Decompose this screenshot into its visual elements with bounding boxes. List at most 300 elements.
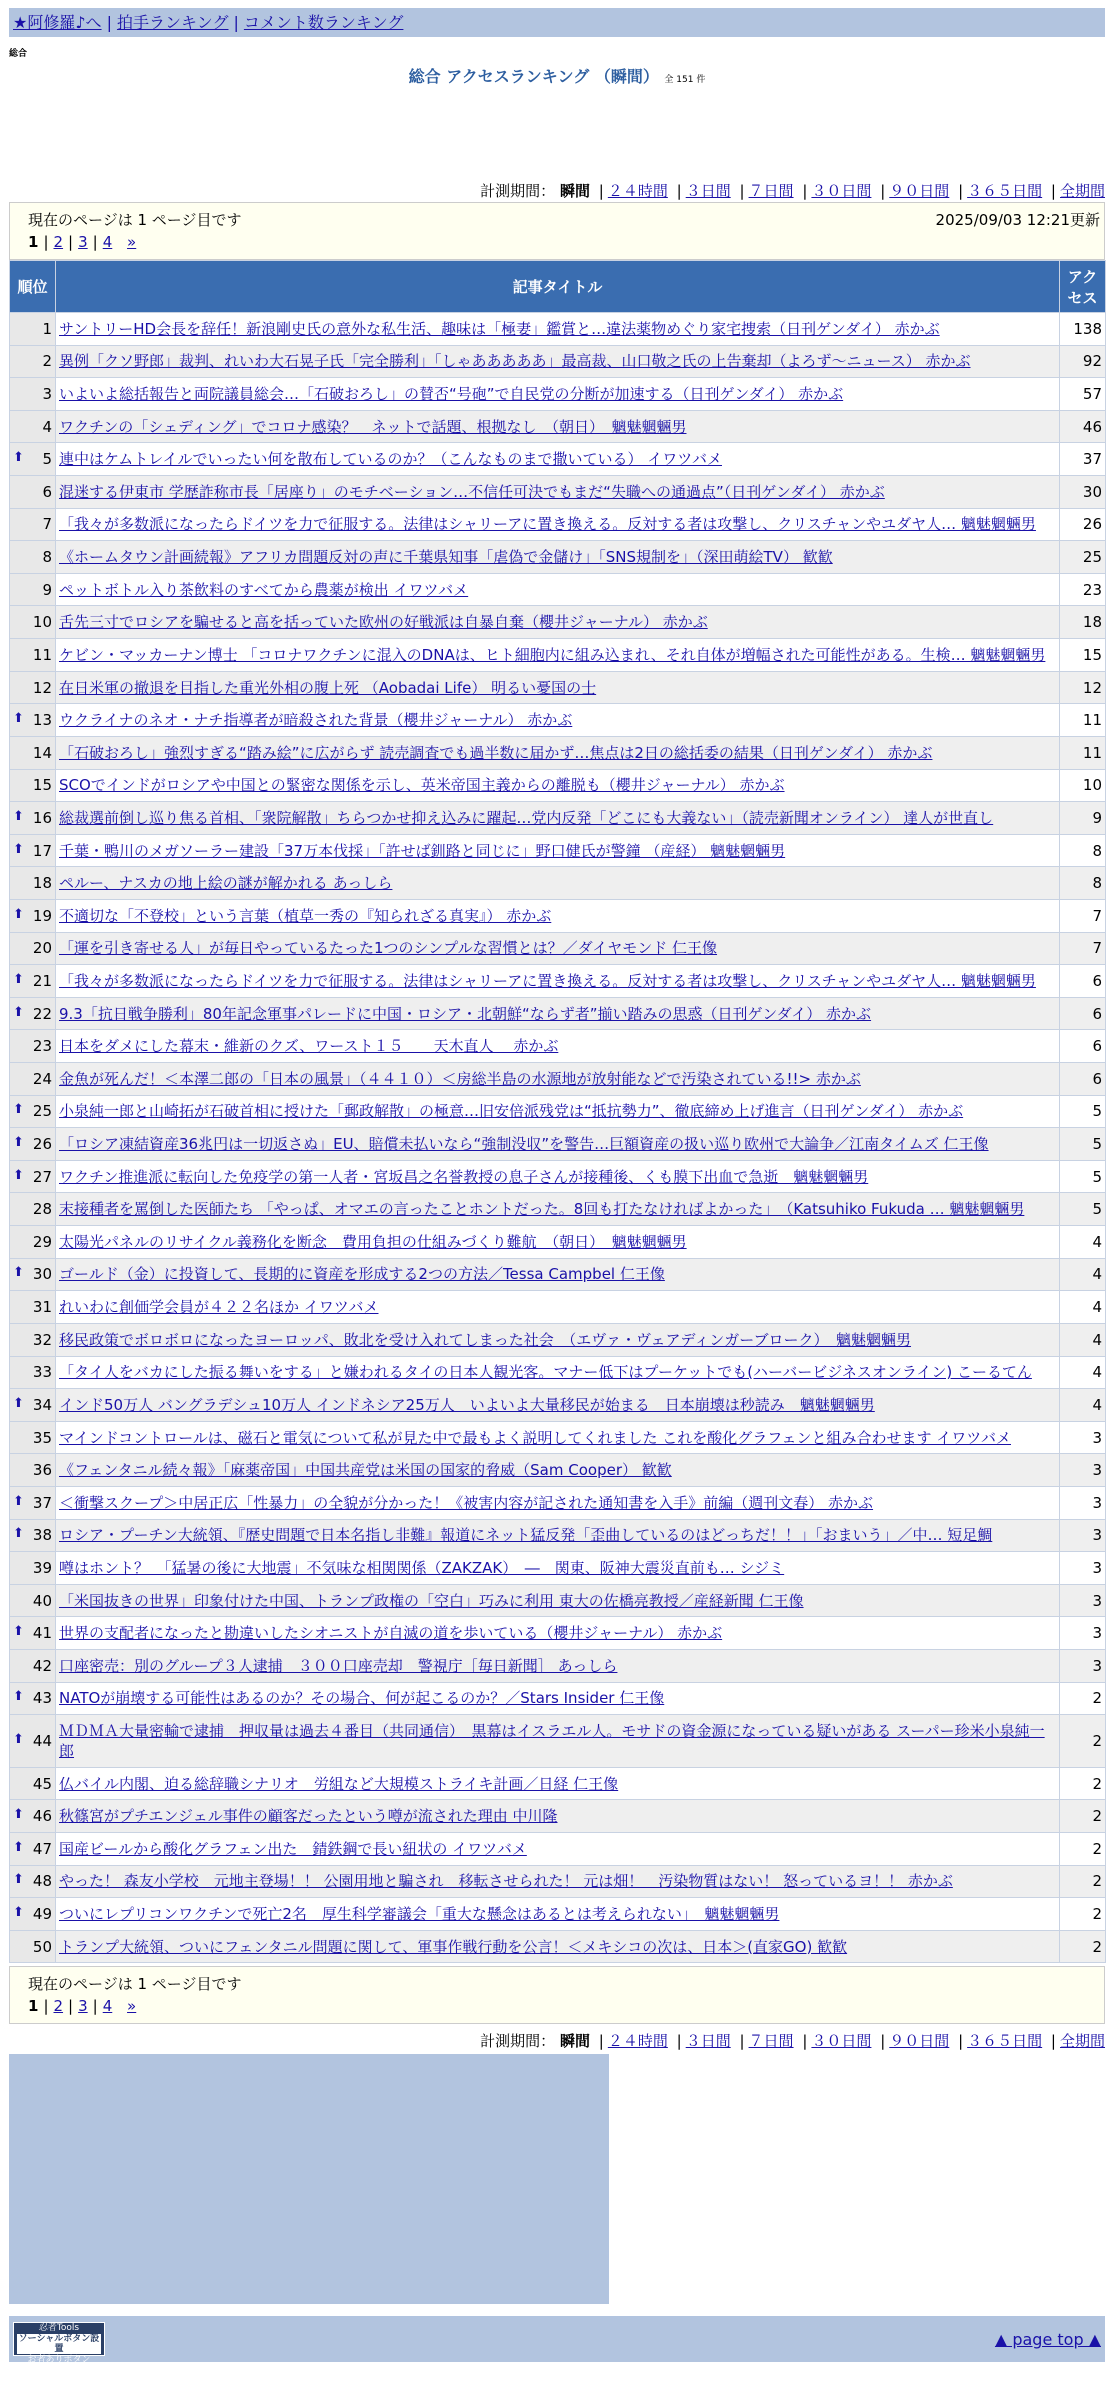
- article-link[interactable]: 混迷する伊東市 学歴詐称市長「居座り」のモチベーション…不信任可決でもまだ“失職への通過点”（日刊ゲンダイ） 赤かぶ: [59, 482, 885, 501]
- access-count: 8: [1060, 867, 1106, 900]
- rank-up-arrow-icon: ⬆: [13, 1004, 24, 1020]
- period-link-24h[interactable]: ２４時間: [607, 2032, 668, 2050]
- article-link[interactable]: 舌先三寸でロシアを騙せると高を括っていた欧州の好戦派は自暴自棄（櫻井ジャーナル） 赤かぶ: [59, 613, 708, 632]
- ninja-social-label: ソーシャルボタン設置: [18, 2334, 100, 2354]
- page-info-top: [9, 202, 1105, 260]
- title-cell: [56, 867, 1060, 900]
- rank-number: 31: [32, 1298, 52, 1317]
- rank-cell: [10, 1356, 56, 1389]
- access-count: 4: [1060, 1258, 1106, 1291]
- rank-number: 20: [32, 939, 52, 958]
- access-count: 2: [1060, 1898, 1106, 1931]
- article-link[interactable]: 異例「クソ野郎」裁判、れいわ大石晃子氏「完全勝利」「しゃあああああ」最高裁、山口敬之氏の上告棄却（よろず〜ニュース） 赤かぶ: [59, 352, 971, 371]
- article-link[interactable]: ＭＤＭＡ大量密輸で逮捕 押収量は過去４番目（共同通信） 黒幕はイスラエル人。モサドの資金源になっている疑いがある スーパー珍米小泉純一郎: [59, 1722, 1045, 1760]
- access-count: 3: [1060, 1421, 1106, 1454]
- rank-up-arrow-icon: ⬆: [13, 1167, 24, 1183]
- article-link[interactable]: 《ホームタウン計画続報》アフリカ問題反対の声に千葉県知事「虐偽で金儲け」「SNS規制を」（深田萌絵TV） 歓歓: [59, 548, 833, 567]
- access-count: 6: [1060, 1030, 1106, 1063]
- article-link[interactable]: 千葉・鴨川のメガソーラー建設「37万本伐採」「許せば釧路と同じに」野口健氏が警鐘 （産経） 魑魅魍魎男: [59, 841, 786, 860]
- rank-cell: [10, 769, 56, 802]
- title-cell: [56, 1898, 1060, 1931]
- period-link-90d[interactable]: ９０日間: [889, 2032, 950, 2050]
- rank-cell: [10, 834, 56, 867]
- page-top-link[interactable]: ▲ page top ▲: [994, 2330, 1101, 2349]
- rank-up-arrow-icon: ⬆: [13, 1732, 24, 1747]
- article-link[interactable]: ペルー、ナスカの地上絵の謎が解かれる あっしら: [59, 874, 393, 893]
- rank-number: 41: [32, 1624, 52, 1643]
- table-row: [10, 1323, 1106, 1356]
- page-link-next[interactable]: »: [127, 1997, 137, 2015]
- title-cell: [56, 1389, 1060, 1422]
- access-count: 138: [1060, 313, 1106, 346]
- table-row: [10, 965, 1106, 998]
- rank-number: 50: [32, 1937, 52, 1956]
- access-count: 3: [1060, 1552, 1106, 1585]
- article-link[interactable]: 在日米軍の撤退を目指した重光外相の腹上死 （Aobadai Life） 明るい憂国の士: [59, 678, 597, 697]
- table-row: [10, 1454, 1106, 1487]
- rank-number: 14: [32, 743, 52, 762]
- article-link[interactable]: 総裁選前倒し巡り焦る首相、「衆院解散」ちらつかせ抑え込みに躍起…党内反発「どこにも大義ない」（読売新聞オンライン） 達人が世直し: [59, 808, 994, 827]
- table-row: [10, 1063, 1106, 1096]
- category-label: 総合: [9, 49, 28, 59]
- rank-cell: [10, 867, 56, 900]
- access-count: 8: [1060, 834, 1106, 867]
- rank-number: 25: [32, 1102, 52, 1121]
- title-cell: [56, 1649, 1060, 1682]
- access-count: 92: [1060, 345, 1106, 378]
- article-link[interactable]: ペットボトル入り茶飲料のすべてから農薬が検出 イワツバメ: [59, 580, 469, 599]
- rank-cell: [10, 1617, 56, 1650]
- page-link-current: 1: [28, 233, 39, 251]
- page-link-current: 1: [28, 1997, 39, 2015]
- article-link[interactable]: 末接種者を罵倒した医師たち 「やっぱ、オマエの言ったことホントだった。8回も打たなければよかった」 （Katsuhiko Fukuda … 魑魅魍魎男: [59, 1200, 1025, 1219]
- title-cell: [56, 1617, 1060, 1650]
- article-link[interactable]: サントリーHD会長を辞任！新浪剛史氏の意外な私生活、趣味は「極妻」鑑賞と…違法薬物めぐり家宅捜索（日刊ゲンダイ） 赤かぶ: [59, 319, 940, 338]
- article-link[interactable]: 国産ビールから酸化グラフェン出た 錆鉄鋼で長い紐状の イワツバメ: [59, 1839, 527, 1858]
- title-cell: [56, 671, 1060, 704]
- title-cell: [56, 378, 1060, 411]
- rank-number: 44: [32, 1732, 52, 1750]
- article-link[interactable]: やった！ 森友小学校 元地主登場！！ 公園用地と騙され 移転させられた！ 元は畑！ 汚染物質はない！ 怒っているヨ！！ 赤かぶ: [59, 1872, 953, 1891]
- article-link[interactable]: インド50万人 バングラデシュ10万人 インドネシア25万人 いよいよ大量移民が始まる 日本崩壊は秒読み 魑魅魍魎男: [59, 1395, 875, 1414]
- article-link[interactable]: 移民政策でボロボロになったヨーロッパ、敗北を受け入れてしまった社会 （エヴァ・ヴェアディンガーブローク） 魑魅魍魎男: [59, 1330, 912, 1349]
- title-cell: [56, 443, 1060, 476]
- rank-number: 19: [32, 906, 52, 925]
- rank-cell: [10, 1715, 56, 1768]
- table-row: [10, 1389, 1106, 1422]
- table-row: [10, 1715, 1106, 1768]
- article-link[interactable]: トランプ大統領、ついにフェンタニル問題に関して、軍事作戦行動を公言！＜メキシコの次は、日本＞(直家GO) 歓歓: [59, 1937, 848, 1956]
- page-link-2[interactable]: 2: [53, 233, 64, 251]
- article-link[interactable]: 「我々が多数派になったらドイツを力で征服する。法律はシャリーアに置き換える。反対する者は攻撃し、クリスチャンやユダヤ人… 魑魅魍魎男: [59, 515, 1036, 534]
- current-page-text: 現在のページは 1 ページ目です: [28, 211, 242, 229]
- table-row: [10, 1421, 1106, 1454]
- title-cell: [56, 1258, 1060, 1291]
- table-row: [10, 899, 1106, 932]
- access-count: 11: [1060, 736, 1106, 769]
- ranking-table: [9, 260, 1106, 1963]
- rank-up-arrow-icon: ⬆: [13, 1102, 24, 1118]
- access-count: 3: [1060, 1584, 1106, 1617]
- title-cell: [56, 1800, 1060, 1833]
- table-row: [10, 1160, 1106, 1193]
- rank-up-arrow-icon: ⬆: [13, 1395, 24, 1411]
- page-link-4[interactable]: 4: [102, 233, 113, 251]
- title-cell: [56, 508, 1060, 541]
- table-row: [10, 769, 1106, 802]
- table-row: [10, 410, 1106, 443]
- access-count: 15: [1060, 639, 1106, 672]
- rank-up-arrow-icon: ⬆: [13, 1624, 24, 1640]
- rank-number: 32: [32, 1330, 52, 1349]
- rank-number: 15: [32, 776, 52, 795]
- article-link[interactable]: ケビン・マッカーナン博士 「コロナワクチンに混入のDNAは、ヒト細胞内に組み込まれ、それ自体が増幅された可能性がある。生検… 魑魅魍魎男: [59, 645, 1046, 664]
- rank-number: 6: [42, 482, 52, 501]
- link-comment-ranking[interactable]: コメント数ランキング: [243, 13, 404, 32]
- article-link[interactable]: 日本をダメにした幕末・維新のクズ、ワースト１５ 天木直人 赤かぶ: [59, 1037, 559, 1056]
- rank-cell: [10, 1584, 56, 1617]
- table-row: [10, 443, 1106, 476]
- rank-cell: [10, 671, 56, 704]
- period-current: 瞬間: [559, 2032, 590, 2050]
- article-link[interactable]: ついにレプリコンワクチンで死亡2名 厚生科学審議会「重大な懸念はあるとは考えられない」 魑魅魍魎男: [59, 1905, 780, 1924]
- access-count: 5: [1060, 1128, 1106, 1161]
- period-current: 瞬間: [559, 182, 590, 200]
- access-count: 3: [1060, 1454, 1106, 1487]
- rank-cell: [10, 1421, 56, 1454]
- period-link-all[interactable]: 全期間: [1059, 2032, 1105, 2050]
- access-count: 57: [1060, 378, 1106, 411]
- table-row: [10, 1030, 1106, 1063]
- article-link[interactable]: 世界の支配者になったと勘違いしたシオニストが自滅の道を歩いている（櫻井ジャーナル） 赤かぶ: [59, 1624, 723, 1643]
- rank-cell: [10, 736, 56, 769]
- title-cell: [56, 573, 1060, 606]
- access-count: 11: [1060, 704, 1106, 737]
- rank-cell: [10, 639, 56, 672]
- header-access: アクセス: [1060, 261, 1106, 313]
- article-link[interactable]: 太陽光パネルのリサイクル義務化を断念 費用負担の仕組みづくり難航 （朝日） 魑魅魍魎男: [59, 1232, 687, 1251]
- title-cell: [56, 1454, 1060, 1487]
- rank-cell: [10, 1767, 56, 1800]
- table-row: [10, 1291, 1106, 1324]
- article-link[interactable]: 「我々が多数派になったらドイツを力で征服する。法律はシャリーアに置き換える。反対する者は攻撃し、クリスチャンやユダヤ人… 魑魅魍魎男: [59, 971, 1036, 990]
- access-count: 2: [1060, 1767, 1106, 1800]
- ninja-tools-label: 忍者Tools: [38, 2323, 80, 2333]
- total-count: 全 151 件: [664, 75, 706, 85]
- rank-cell: [10, 541, 56, 574]
- rank-cell: [10, 1930, 56, 1963]
- rank-cell: [10, 345, 56, 378]
- title-cell: [56, 899, 1060, 932]
- rank-number: 22: [32, 1004, 52, 1023]
- table-row: [10, 1800, 1106, 1833]
- rank-cell: [10, 1323, 56, 1356]
- rank-cell: [10, 1552, 56, 1585]
- article-link[interactable]: 不適切な「不登校」という言葉（植草一秀の『知られざる真実』） 赤かぶ: [59, 906, 552, 925]
- page-link-3[interactable]: 3: [78, 233, 88, 251]
- rank-up-arrow-icon: ⬆: [13, 808, 24, 824]
- rank-number: 36: [32, 1461, 52, 1480]
- top-navigation: [9, 8, 1105, 37]
- article-link[interactable]: 金魚が死んだ！＜本澤二郎の「日本の風景」（４４１０）＜房総半島の水源地が放射能などで汚染されている!!> 赤かぶ: [59, 1069, 861, 1088]
- title-cell: [56, 997, 1060, 1030]
- article-link[interactable]: ワクチンの「シェディング」でコロナ感染？ ネットで話題、根拠なし （朝日） 魑魅魍魎男: [59, 417, 687, 436]
- pager-bottom: 1 | 2 | 3 | 4 »: [28, 1997, 137, 2015]
- link-asyura-home[interactable]: ★阿修羅♪へ: [13, 13, 102, 32]
- title-cell: [56, 736, 1060, 769]
- table-row: [10, 1226, 1106, 1259]
- rank-up-arrow-icon: ⬆: [13, 1839, 24, 1855]
- table-row: [10, 541, 1106, 574]
- table-row: [10, 1552, 1106, 1585]
- rank-cell: [10, 1063, 56, 1096]
- access-count: 4: [1060, 1356, 1106, 1389]
- period-link-30d[interactable]: ３０日間: [811, 2032, 872, 2050]
- article-link[interactable]: NATOが崩壊する可能性はあるのか？その場合、何が起こるのか？／Stars Insider 仁王像: [59, 1689, 665, 1708]
- rank-number: 49: [32, 1905, 52, 1924]
- rank-number: 40: [32, 1591, 52, 1610]
- rank-up-arrow-icon: ⬆: [13, 1135, 24, 1151]
- table-row: [10, 834, 1106, 867]
- rank-number: 21: [32, 971, 52, 990]
- rank-number: 46: [32, 1807, 52, 1826]
- period-link-365d[interactable]: ３６５日間: [967, 182, 1043, 200]
- page-link-next[interactable]: »: [127, 233, 137, 251]
- rank-number: 9: [42, 580, 52, 599]
- title-cell: [56, 541, 1060, 574]
- article-link[interactable]: ワクチン推進派に転向した免疫学の第一人者・宮坂昌之名誉教授の息子さんが接種後、くも膜下出血で急逝 魑魅魍魎男: [59, 1167, 869, 1186]
- period-link-7d[interactable]: ７日間: [748, 182, 794, 200]
- article-link[interactable]: ウクライナのネオ・ナチ指導者が暗殺された背景（櫻井ジャーナル） 赤かぶ: [59, 711, 573, 730]
- article-link[interactable]: ＜衝撃スクープ＞中居正広「性暴力」の全貌が分かった！《被害内容が記された通知書を入手》前編（週刊文春） 赤かぶ: [59, 1493, 874, 1512]
- article-link[interactable]: SCOでインドがロシアや中国との緊密な関係を示し、英米帝国主義からの離脱も（櫻井ジャーナル） 赤かぶ: [59, 776, 785, 795]
- title-cell: [56, 1063, 1060, 1096]
- rank-number: 5: [42, 450, 52, 469]
- rank-number: 12: [32, 678, 52, 697]
- access-count: 9: [1060, 802, 1106, 835]
- period-link-365d[interactable]: ３６５日間: [967, 2032, 1043, 2050]
- rank-number: 33: [32, 1363, 52, 1382]
- article-link[interactable]: いよいよ総括報告と両院議員総会…「石破おろし」の賛否“号砲”で自民党の分断が加速する（日刊ゲンダイ） 赤かぶ: [59, 385, 844, 404]
- rank-number: 48: [32, 1872, 52, 1891]
- title-cell: [56, 1356, 1060, 1389]
- rank-number: 16: [32, 808, 52, 827]
- ninja-sub-label: お者ありボタン: [27, 2355, 91, 2365]
- table-row: [10, 1833, 1106, 1866]
- title-cell: [56, 769, 1060, 802]
- period-selector-bottom: 計測期間： 瞬間 | ２４時間 | ３日間 | ７日間 | ３０日間 | ９０日間 | ３６５日間 | 全期間: [480, 2032, 1105, 2050]
- page-title-row: [9, 64, 1105, 87]
- table-row: [10, 573, 1106, 606]
- period-link-all[interactable]: 全期間: [1059, 182, 1105, 200]
- social-button-banner[interactable]: [13, 2322, 105, 2365]
- access-count: 3: [1060, 1649, 1106, 1682]
- title-cell: [56, 1865, 1060, 1898]
- page-link-3[interactable]: 3: [78, 1997, 88, 2015]
- rank-up-arrow-icon: ⬆: [13, 450, 24, 466]
- rank-cell: [10, 1833, 56, 1866]
- article-link[interactable]: 噂はホント？ 「猛暑の後に大地震」不気味な相関関係（ZAKZAK） ― 関東、阪神大震災直前も… シジミ: [59, 1558, 785, 1577]
- rank-cell: [10, 1865, 56, 1898]
- rank-number: 47: [32, 1839, 52, 1858]
- access-count: 4: [1060, 1226, 1106, 1259]
- article-link[interactable]: 連中はケムトレイルでいったい何を散布しているのか？（こんなものまで撒いている） イワツバメ: [59, 450, 722, 469]
- rank-cell: [10, 378, 56, 411]
- footer-bar: [9, 2316, 1105, 2365]
- rank-cell: [10, 606, 56, 639]
- rank-up-arrow-icon: ⬆: [13, 1526, 24, 1542]
- rank-number: 3: [42, 385, 52, 404]
- article-link[interactable]: 「米国抜きの世界」印象付けた中国、トランプ政権の「空白」巧みに利用 東大の佐橋亮教授／産経新聞 仁王像: [59, 1591, 804, 1610]
- link-applause-ranking[interactable]: 拍手ランキング: [116, 13, 229, 32]
- rank-up-arrow-icon: ⬆: [13, 841, 24, 857]
- access-count: 4: [1060, 1323, 1106, 1356]
- rank-cell: [10, 1291, 56, 1324]
- rank-up-arrow-icon: ⬆: [13, 1807, 24, 1823]
- access-count: 6: [1060, 965, 1106, 998]
- rank-cell: [10, 704, 56, 737]
- title-cell: [56, 1193, 1060, 1226]
- access-count: 4: [1060, 1291, 1106, 1324]
- access-count: 2: [1060, 1930, 1106, 1963]
- access-count: 30: [1060, 476, 1106, 509]
- header-title: 記事タイトル: [56, 261, 1060, 313]
- access-count: 46: [1060, 410, 1106, 443]
- title-cell: [56, 1584, 1060, 1617]
- rank-cell: [10, 1226, 56, 1259]
- title-cell: [56, 932, 1060, 965]
- table-row: [10, 1682, 1106, 1715]
- rank-cell: [10, 508, 56, 541]
- title-cell: [56, 1486, 1060, 1519]
- period-label: 計測期間：: [480, 2032, 556, 2050]
- rank-up-arrow-icon: ⬆: [13, 1265, 24, 1281]
- rank-number: 29: [32, 1232, 52, 1251]
- period-link-24h[interactable]: ２４時間: [607, 182, 668, 200]
- article-link[interactable]: 秋篠宮がプチエンジェル事件の顧客だったという噂が流された理由 中川隆: [59, 1807, 558, 1826]
- title-cell: [56, 1160, 1060, 1193]
- table-row: [10, 508, 1106, 541]
- table-row: [10, 1649, 1106, 1682]
- access-count: 5: [1060, 1160, 1106, 1193]
- article-link[interactable]: 9.3「抗日戦争勝利」80年記念軍事パレードに中国・ロシア・北朝鮮“ならず者”揃い踏みの思惑（日刊ゲンダイ） 赤かぶ: [59, 1004, 872, 1023]
- table-row: [10, 476, 1106, 509]
- rank-number: 45: [32, 1774, 52, 1793]
- rank-number: 10: [32, 613, 52, 632]
- title-cell: [56, 1323, 1060, 1356]
- rank-cell: [10, 1193, 56, 1226]
- table-row: [10, 345, 1106, 378]
- rank-up-arrow-icon: ⬆: [13, 1905, 24, 1921]
- rank-number: 38: [32, 1526, 52, 1545]
- rank-cell: [10, 443, 56, 476]
- table-row: [10, 1128, 1106, 1161]
- rank-number: 1: [42, 319, 52, 338]
- rank-number: 39: [32, 1558, 52, 1577]
- rank-cell: [10, 476, 56, 509]
- rank-cell: [10, 899, 56, 932]
- rank-cell: [10, 802, 56, 835]
- title-cell: [56, 1030, 1060, 1063]
- rank-cell: [10, 1128, 56, 1161]
- article-link[interactable]: れいわに創価学会員が４２２名ほか イワツバメ: [59, 1298, 379, 1317]
- period-link-90d[interactable]: ９０日間: [889, 182, 950, 200]
- rank-cell: [10, 965, 56, 998]
- title-cell: [56, 965, 1060, 998]
- rank-number: 2: [42, 352, 52, 371]
- access-count: 37: [1060, 443, 1106, 476]
- table-row: [10, 378, 1106, 411]
- article-link[interactable]: マインドコントロールは、磁石と電気について私が見た中で最もよく説明してくれました これを酸化グラフェンと組み合わせます イワツバメ: [59, 1428, 1011, 1447]
- access-count: 3: [1060, 1617, 1106, 1650]
- article-link[interactable]: ロシア・プーチン大統領、『歴史問題で日本名指し非難』報道にネット猛反発「歪曲しているのはどっちだ！！」「おまいう」／中… 短足鯛: [59, 1526, 993, 1545]
- rank-up-arrow-icon: ⬆: [13, 1689, 24, 1705]
- article-link[interactable]: 口座密売：別のグループ３人逮捕 ３００口座売却 警視庁［毎日新聞］ あっしら: [59, 1656, 618, 1675]
- article-link[interactable]: 《フェンタニル続々報》「麻薬帝国」中国共産党は米国の国家的脅威（Sam Cooper） 歓歓: [59, 1461, 672, 1480]
- article-link[interactable]: 「運を引き寄せる人」が毎日やっているたった1つのシンプルな習慣とは？／ダイヤモンド 仁王像: [59, 939, 718, 958]
- period-link-3d[interactable]: ３日間: [685, 2032, 731, 2050]
- page-link-2[interactable]: 2: [53, 1997, 64, 2015]
- table-row: [10, 671, 1106, 704]
- title-cell: [56, 834, 1060, 867]
- article-link[interactable]: 「タイ人をバカにした振る舞いをする」と嫌われるタイの日本人観光客。マナー低下はプーケットでも(ハーバービジネスオンライン) こーるてん: [59, 1363, 1032, 1382]
- rank-up-arrow-icon: ⬆: [13, 906, 24, 922]
- table-row: [10, 1617, 1106, 1650]
- access-count: 2: [1060, 1682, 1106, 1715]
- table-row: [10, 736, 1106, 769]
- rank-up-arrow-icon: ⬆: [13, 711, 24, 727]
- rank-number: 27: [32, 1167, 52, 1186]
- current-page-text-bottom: 現在のページは 1 ページ目です: [28, 1975, 242, 1993]
- title-cell: [56, 1095, 1060, 1128]
- article-link[interactable]: 「石破おろし」強烈すぎる“踏み絵”に広がらず 読売調査でも過半数に届かず…焦点は2日の総括委の結果（日刊ゲンダイ） 赤かぶ: [59, 743, 933, 762]
- rank-cell: [10, 1682, 56, 1715]
- title-cell: [56, 313, 1060, 346]
- access-count: 3: [1060, 1519, 1106, 1552]
- title-cell: [56, 1421, 1060, 1454]
- rank-cell: [10, 1519, 56, 1552]
- rank-number: 23: [32, 1037, 52, 1056]
- table-row: [10, 704, 1106, 737]
- period-selector: 計測期間： 瞬間 | ２４時間 | ３日間 | ７日間 | ３０日間 | ９０日間 | ３６５日間 | 全期間: [480, 182, 1105, 200]
- article-link[interactable]: ゴールド（金）に投資して、長期的に資産を形成する2つの方法／Tessa Campbel 仁王像: [59, 1265, 665, 1284]
- access-count: 2: [1060, 1865, 1106, 1898]
- table-row: [10, 1930, 1106, 1963]
- title-cell: [56, 410, 1060, 443]
- article-link[interactable]: 「ロシア凍結資産36兆円は一切返さぬ」EU、賠償未払いなら“強制没収”を警告…巨額資産の扱い巡り欧州で大論争／江南タイムズ 仁王像: [59, 1135, 989, 1154]
- article-link[interactable]: 小泉純一郎と山崎拓が石破首相に授けた「郵政解散」の極意…旧安倍派残党は“抵抗勢力”、徹底締め上げ進言（日刊ゲンダイ） 赤かぶ: [59, 1102, 964, 1121]
- table-row: [10, 1356, 1106, 1389]
- article-link[interactable]: 仏バイル内閣、迫る総辞職シナリオ 労組など大規模ストライキ計画／日経 仁王像: [59, 1774, 619, 1793]
- nav-separator: |: [106, 13, 112, 32]
- rank-number: 37: [32, 1493, 52, 1512]
- title-cell: [56, 1767, 1060, 1800]
- page-link-4[interactable]: 4: [102, 1997, 113, 2015]
- title-cell: [56, 802, 1060, 835]
- title-cell: [56, 1682, 1060, 1715]
- rank-cell: [10, 1800, 56, 1833]
- table-row: [10, 997, 1106, 1030]
- rank-number: 18: [32, 874, 52, 893]
- period-link-7d[interactable]: ７日間: [748, 2032, 794, 2050]
- table-row: [10, 932, 1106, 965]
- rank-number: 30: [32, 1265, 52, 1284]
- rank-cell: [10, 1649, 56, 1682]
- period-link-30d[interactable]: ３０日間: [811, 182, 872, 200]
- rank-number: 26: [32, 1135, 52, 1154]
- period-link-3d[interactable]: ３日間: [685, 182, 731, 200]
- rank-number: 17: [32, 841, 52, 860]
